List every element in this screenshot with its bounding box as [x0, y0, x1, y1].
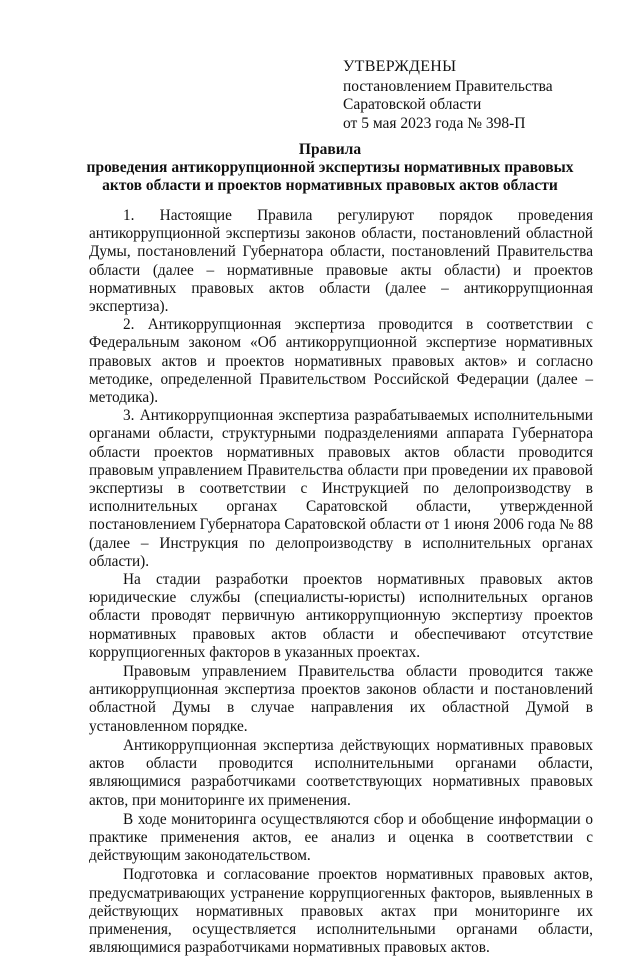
title-line: актов области и проектов нормативных правовых актов области: [102, 177, 558, 194]
title-word: Правила: [298, 141, 362, 158]
document-body: [89, 207, 593, 957]
approval-line: постановлением Правительства: [343, 77, 553, 95]
approval-line: Саратовской области: [343, 96, 482, 113]
paragraph: 2. Антикоррупционная экспертиза проводится в соответствии с Федеральным законом «Об антикоррупционной экспертизе нормативных правовых актов и проектов нормативных правовых актов» и согласно методике, определенной Правительством Российской Федерации (далее – методика).: [89, 316, 593, 407]
paragraph: 1. Настоящие Правила регулируют порядок проведения антикоррупционной экспертизы законов области, постановлений областной Думы, постановлений Губернатора области, постановлений Правительства области (далее – нормативные правовые акты области) и проектов нормативных правовых актов области (далее – антикоррупционная экспертиза).: [89, 207, 593, 316]
approval-date: от 5 мая 2023 года № 398-П: [343, 114, 526, 132]
paragraph: 3. Антикоррупционная экспертиза разрабатываемых исполнительными органами области, структурными подразделениями аппарата Губернатора области проектов нормативных правовых актов области проводится правовым управлением Правительства области при проведении их правовой экспертизы в соответствии с Инструкцией по делопроизводству в исполнительных органах Саратовской области, утвержденной постановлением Губернатора Саратовской области от 1 июня 2006 года № 88 (далее – Инструкция по делопроизводству в исполнительных органах области).: [89, 407, 593, 570]
approval-stamp: [343, 58, 623, 133]
document-title: [70, 141, 590, 195]
title-line: проведения антикоррупционной экспертизы нормативных правовых: [86, 159, 574, 176]
paragraph: Антикоррупционная экспертиза действующих нормативных правовых актов области проводится исполнительными органами области, являющимися разработчиками соответствующих нормативных правовых актов, при мониторинге их применения.: [89, 736, 593, 809]
paragraph: В ходе мониторинга осуществляются сбор и обобщение информации о практике применения актов, ее анализ и оценка в соответствии с действующим законодательством.: [89, 810, 593, 865]
paragraph: Подготовка и согласование проектов нормативных правовых актов, предусматривающих устранение коррупциогенных факторов, выявленных в действующих нормативных правовых актах при мониторинге их применения, осуществляется исполнительными органами области, являющимися разработчиками нормативных правовых актов.: [89, 866, 593, 957]
approval-heading: УТВЕРЖДЕНЫ: [343, 58, 457, 75]
paragraph: Правовым управлением Правительства области проводится также антикоррупционная экспертиза проектов законов области и постановлений областной Думы в случае направления их областной Думой в установленном порядке.: [89, 663, 593, 735]
paragraph: На стадии разработки проектов нормативных правовых актов юридические службы (специалисты-юристы) исполнительных органов области проводят первичную антикоррупционную экспертизу проектов нормативных правовых актов области и обеспечивают отсутствие коррупциогенных факторов в указанных проектах.: [89, 571, 593, 661]
